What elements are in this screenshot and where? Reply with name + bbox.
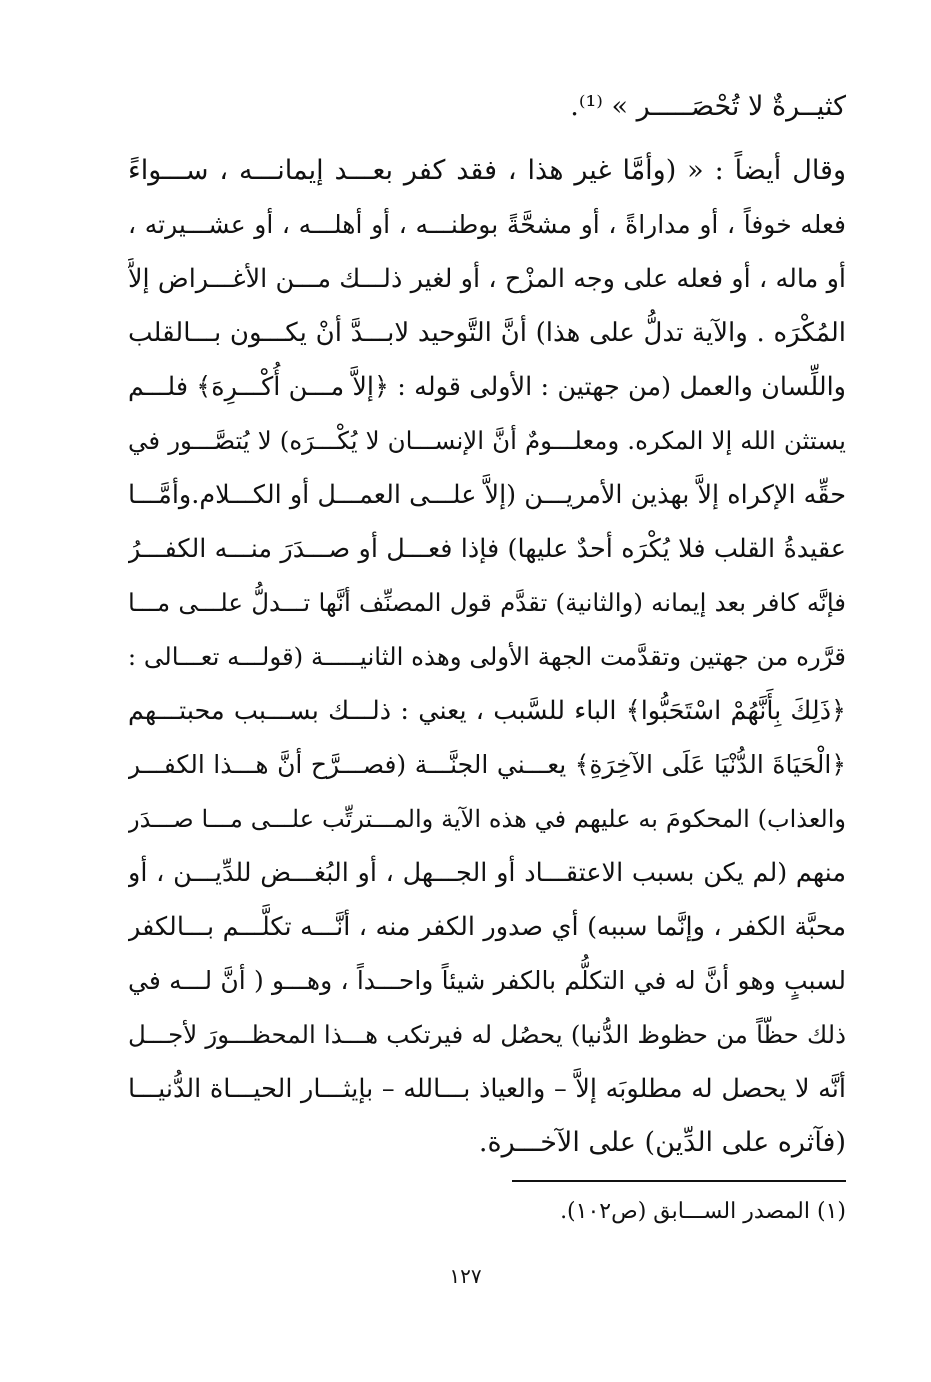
text-line: أو ماله ، أو فعله على وجه المزْح ، أو لغير ذلـــك مـــن الأغـــراض إلاَّ bbox=[128, 264, 846, 294]
text-line: حقِّه الإكراه إلاَّ بهذين الأمريـــن (إلاَّ علـــى العمـــل أو الكـــلام.وأمَّـــا bbox=[128, 480, 846, 510]
footnote: (١) المصدر الســـابق (ص١٠٢). bbox=[560, 1199, 846, 1224]
text-line: ﴿الْحَيَاةَ الدُّنْيَا عَلَى الآخِرَةِ﴾ يعـــني الجنَّـــة (فصـــرَّح أنَّ هـــذا الكفـــر bbox=[128, 750, 846, 779]
carried-over-text bbox=[128, 80, 846, 134]
text-line: يستثن الله إلا المكره. ومعلـــومٌ أنَّ الإنســـان لا يُكْـــرَه) لا يُتصَّـــور في bbox=[128, 426, 846, 455]
text-line: فعله خوفاً ، أو مداراةً ، أو مشحَّةً بوطنـــه ، أو أهلـــه ، أو عشـــيرته ، bbox=[128, 210, 846, 239]
page-number: ١٢٧ bbox=[449, 1264, 482, 1288]
text-line: كثيــرةٌ لا تُحْصَـــــر » ⁽¹⁾. bbox=[570, 91, 846, 122]
text-line: ﴿ذَلِكَ بِأَنَّهُمْ اسْتَحَبُّوا﴾ الباء للسَّبب ، يعني : ذلـــك بســـبب محبتـــهم bbox=[128, 696, 846, 726]
text-line: ذلك حظّاً من حظوظ الدُّنيا) يحصُل له فيرتكب هـــذا المحظـــورَ لأجـــل bbox=[128, 1020, 846, 1049]
text-line: والعذاب) المحكومَ به عليهم في هذه الآية والمـــترتِّب علـــى مـــا صـــدَر bbox=[128, 805, 846, 833]
text-line: أنَّه لا يحصل له مطلوبَه إلاَّ – والعياذ بـــالله – بإيثـــار الحيـــاة الدُّنيـــا bbox=[128, 1074, 846, 1104]
text-line: واللِّسان والعمل (من جهتين : الأولى قوله : ﴿إلاَّ مـــن أُكْـــرِهَ﴾ فلـــم bbox=[128, 372, 846, 402]
text-line: قرَّره من جهتين وتقدَّمت الجهة الأولى وهذه الثانيـــــة (قولـــه تعـــالى : bbox=[128, 642, 846, 671]
text-line: منهم (لم يكن بسبب الاعتقـــاد أو الجـــهل ، أو البُغـــض للدِّيـــن ، أو bbox=[128, 858, 846, 888]
text-line: عقيدةُ القلب فلا يُكْرَه أحدٌ عليها) فإذا فعـــل أو صـــدَرَ منـــه الكفـــرُ bbox=[128, 534, 846, 564]
text-line: فإنَّه كافر بعد إيمانه (والثانية) تقدَّم قول المصنِّف أنَّها تـــدلُّ علـــى مـــا bbox=[128, 588, 846, 617]
text-line: المُكْرَه . والآية تدلُّ على هذا) أنَّ التَّوحيد لابـــدَّ أنْ يكـــون بـــالقلب bbox=[128, 318, 846, 348]
text-line: وقال أيضاً : « (وأمَّا غير هذا ، فقد كفر بعـــد إيمانـــه ، ســـواءً bbox=[128, 155, 846, 186]
footnote-divider bbox=[512, 1180, 846, 1182]
text-line: محبَّة الكفر ، وإنَّما سببه) أي صدور الكفر منه ، أنَّـــه تكلَّـــم بـــالكفر bbox=[128, 912, 846, 942]
main-paragraph bbox=[128, 144, 846, 1170]
text-line: لسببٍ وهو أنَّ له في التكلُّم بالكفر شيئاً واحـــداً ، وهـــو ( أنَّ لـــه في bbox=[128, 966, 846, 995]
text-line: (فآثره على الدِّين) على الآخـــرة. bbox=[478, 1127, 846, 1158]
